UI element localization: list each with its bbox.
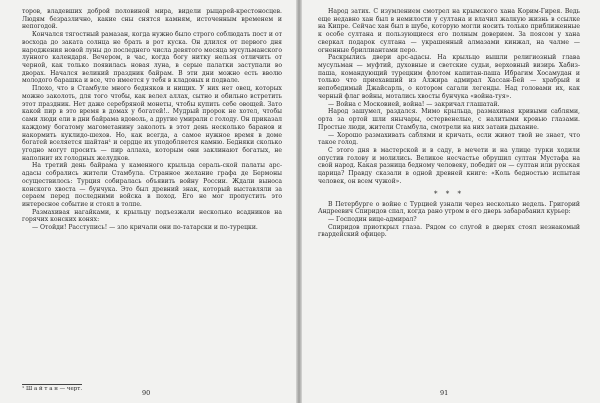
footnote: ¹ Ш а й т а н — черт.	[22, 386, 83, 392]
paragraph: — Господин вице-адмирал?	[328, 215, 417, 223]
paragraph: — Хорошо размахивать саблями и кричать, если живот твой не знает, что такое голод.	[318, 131, 580, 147]
paragraph: Раскрылись двери арс-адасы. На крыльцо вышли религиозный глава мусульман — муфтий, духовные и светские судьи, верховный визирь Хабиз-паша, командующий турецким флотом капитан-паша Ибрагим Хосамудан и только что приехавший из Алжира адмирал Хассан-Бей — храбрый и непобедимый Джайсарль, о котором сагали легенды. Над головами их, как черный флаг войны, мотались хвосты бунчука «война-туя».	[318, 54, 580, 100]
left-page	[0, 0, 296, 403]
paragraph: С этого дня в мастерской и в саду, в мечети и на улице турки ходили опустив голову и молились. Великое несчастье обрушил султан Мустафа на свой народ. Какая разница бедному человеку, победит он — султан или русская царица? Правду сказали в одной древней книге: «Коль бедностью испытан человек, он всем чужой».	[318, 146, 580, 185]
page-number: 91	[440, 389, 449, 397]
paragraph: — Отойди! Расступись! — зло кричали они по-татарски и по-турецки.	[32, 224, 258, 232]
paragraph: торов, владевших доброй половиной мира, видели рыцарей-крестоносцев. Людям безразлично, какие сны снятся камням, источенным временем и непогодой.	[22, 8, 282, 31]
paragraph: Народ зашумел, раздался. Мимо крыльца, размахивая кривыми саблями, орта за ортой шли янычары, остервенелые, с налитыми кровью глазами. Простые люди, жители Стамбула, смотрели на них затаив дыхание.	[318, 108, 580, 131]
right-page-text	[318, 8, 580, 239]
paragraph: Кончался тягостный рамазан, когда нужно было строго соблюдать пост и от восхода до заката солнца не брать в рот куска. Он длился от первого дня народжения новой луны до последнего числа девятого месяца мусульманского лунного календаря. Вечером, в час, когда богу нитку нельзя отличить от черной, как только появилась новая луна, в серые палатки заступали во дворах. Начался великий праздник байрам. В эти дни можно есть вволю молодого барашка и все, что имеется у тебя в кладовых и подвале.	[22, 31, 282, 85]
paragraph: — Война с Московией, война! — закричал глашатай.	[328, 100, 500, 108]
footnote-divider	[22, 384, 82, 385]
paragraph: Плохо, что в Стамбуле много бедняков и нищих. У них нет овец, которых можно заколоть, для того чтобы, как велел аллах, сытно и обильно встретить этот праздник. Нет даже серебряной монеты, чтобы купить себе овощей. Зато какой пир в это время в домах у богатей!.. Мудрый пророк не хотел, чтобы сами люди ели в дни байрама вдоволь, а другие умирали с голоду. Он приказал каждому богатому магометанину заколоть в этот день несколько баранов и накормить куклидо-шехов. Но, как всегда, а самое нужное время в доме богатей вселяется шайтан¹ и сердце их уподобляется камню. Бедняки сколько угодно могут просить — пир аллаха, которым они заклинают богатых, не наполнит их голодных желудков.	[22, 85, 282, 162]
paragraph: Размахивая нагайками, к крыльцу подъезжали несколько всадников на горячих конских конях:	[22, 208, 282, 224]
left-page-text	[22, 8, 282, 232]
paragraph: Спиридов приоткрыл глаза. Рядом со слугой в дверях стоял незнакомый гвардейский офицер.	[318, 223, 580, 239]
paragraph: В Петербурге о войне с Турцией узнали через несколько недель. Григорий Андреевич Спиридов спал, когда рано утром в его дверь забарабанил курьер:	[318, 200, 580, 216]
right-page	[302, 0, 600, 403]
page-number: 90	[142, 389, 151, 397]
section-break: * * *	[434, 189, 464, 198]
paragraph: Народ затих. С изумлением смотрел на крымского хана Корим-Гирея. Ведь еще недавно хан был в немилости у султана и влачил жалкую жизнь в ссылке на Кипре. Сейчас хан был в шубе, которую могли носить только приближенные к особе султана и пользующиеся его полным доверием. За поясом у хана сверкал подарок султана — украшенный алмазами кинжал, на чалме — огненные бриллиантами перо.	[318, 8, 580, 54]
paragraph: На третий день байрама у каменного крыльца сераль-ской палаты арс-адасы собрались жители Стамбула. Странное желание графа де Бермоны осуществилось: Турция собиралась объявить войну России. Ждали выноса конского хвоста — бунчука. Это был древний знак, который выставляли за сераем перед последними войска в поход. Его не мог пропустить это интересное событие и стоял в толпе.	[22, 162, 282, 208]
